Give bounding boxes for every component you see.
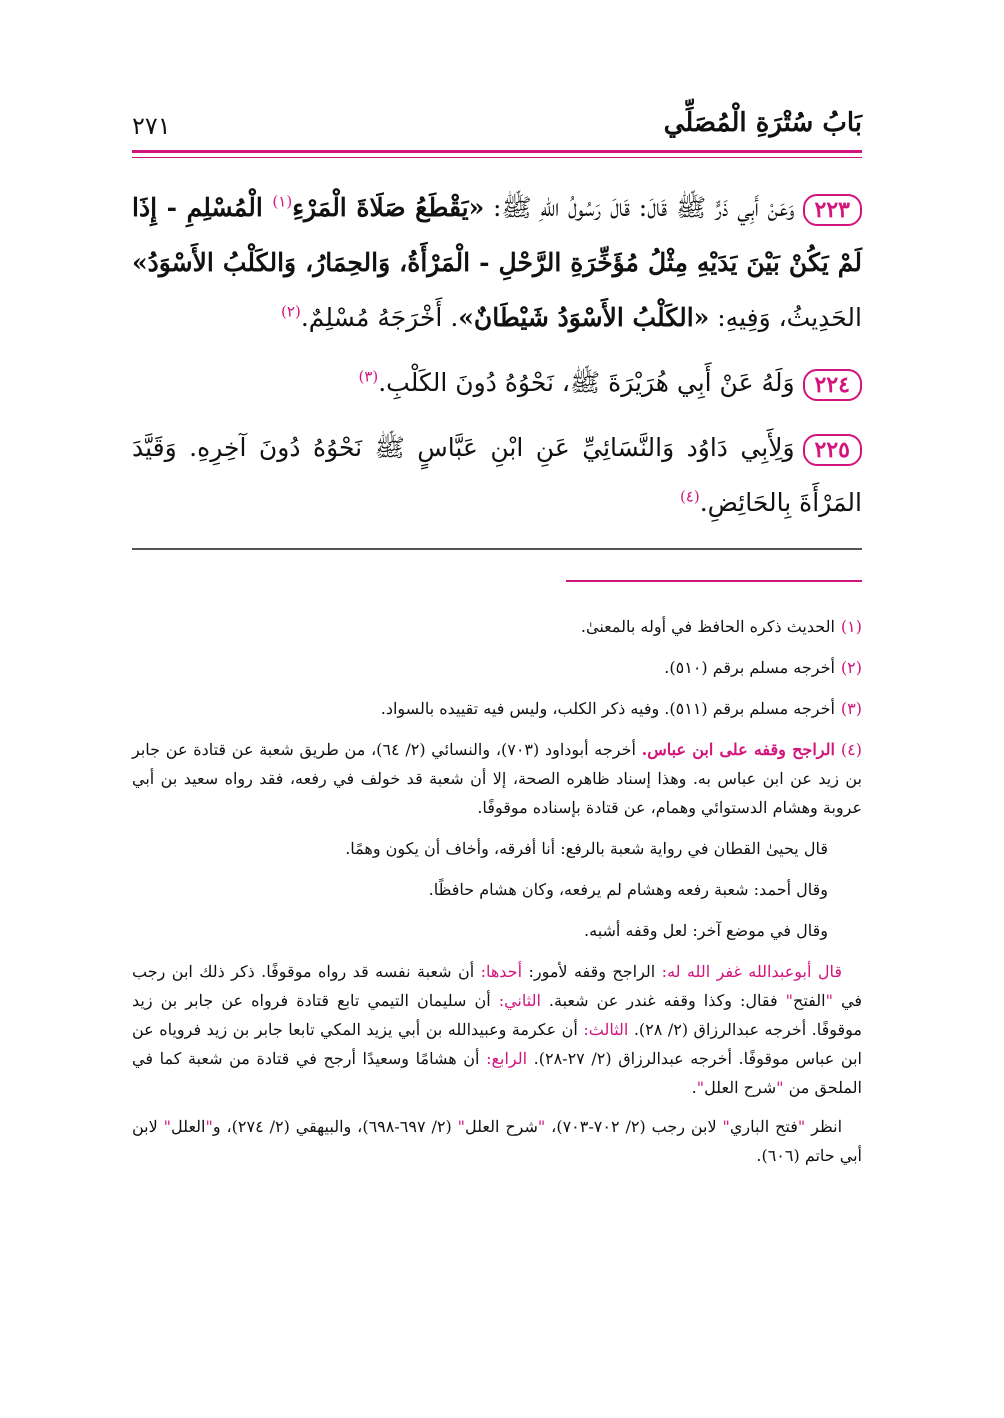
- prophetic-quote: «الكَلْبُ الأَسْوَدُ شَيْطَانٌ»: [458, 303, 710, 332]
- footnote-4: [132, 735, 862, 822]
- footnote-ref[interactable]: (١): [272, 192, 293, 211]
- quote-mark: ": [825, 991, 833, 1010]
- footnote-text: أخرجه أبوداود (٧٠٣)، والنسائي (٢/ ٦٤)، من طريق شعبة عن قتادة عن جابر بن زيد عن ابن عباس به. وهذا إسناد ظاهره الصحة، إلا أن شعبة قد خولف في رفعه، فقد رواه سعيد بن أبي عروبة وهشام الدستوائي وهمام، عن قتادة بإسناده موقوفًا.: [132, 740, 863, 817]
- book-title: العلل: [171, 1117, 206, 1136]
- author-name: قال أبوعبدالله غفر الله له:: [661, 962, 842, 981]
- hadith-223: [132, 180, 862, 345]
- footnote-rule: [566, 580, 862, 582]
- point-label: أحدها:: [480, 962, 523, 981]
- footnote-2: [132, 653, 862, 682]
- quote-mark: ": [457, 1117, 465, 1136]
- header-rule-thin: [132, 157, 862, 158]
- point-label: الثاني:: [498, 991, 541, 1010]
- hadith-text: وَعَنْ أَبِي ذَرٍّ ﷺ قَالَ: قَالَ رَسُولُ اللهِ ﷺ:: [484, 193, 795, 222]
- quote-mark: ": [785, 991, 794, 1010]
- point-label: الثالث:: [583, 1020, 629, 1039]
- footnotes: [132, 612, 862, 1180]
- book-title: الفتح: [793, 991, 826, 1010]
- footnote-ref[interactable]: (٢): [281, 302, 301, 321]
- hadith-224: [132, 355, 862, 410]
- quote-mark: ": [163, 1117, 172, 1136]
- header-rule: [132, 150, 862, 153]
- page-header: [132, 108, 862, 154]
- footnote-number: (١): [840, 617, 862, 636]
- hadith-number-badge: ٢٢٤: [803, 369, 862, 401]
- reference-text: (٢/ ٦٩٧-٦٩٨)، والبيهقي (٢/ ٢٧٤)، و: [212, 1117, 458, 1136]
- prophetic-quote: «يَقْطَعُ صَلَاةَ الْمَرْءِ: [292, 193, 485, 222]
- footnote-number: (٤): [840, 740, 863, 759]
- hadith-225: [132, 420, 862, 530]
- footnote-text: أخرجه مسلم برقم (٥١٠).: [664, 658, 835, 677]
- point-label: الرابع:: [486, 1049, 528, 1068]
- quote-mark: ": [205, 1117, 213, 1136]
- hadith-number-badge: ٢٢٣: [803, 194, 862, 226]
- footnote-ref[interactable]: (٣): [358, 367, 379, 386]
- commentary-text: أن هشامًا وسعيدًا أرجح في قتادة من شعبة كما في الملحق من: [132, 1049, 862, 1097]
- commentary-text: أن عكرمة وعبيدالله بن أبي يزيد المكي تابعا جابر بن زيد فروياه عن ابن عباس موقوفًا. أخرجه عبدالرزاق (٢/ ٢٧-٢٨).: [132, 1020, 862, 1068]
- footnote-verdict: الراجح وقفه على ابن عباس.: [641, 740, 835, 759]
- footnote-number: (٣): [840, 699, 862, 718]
- footnote-3: [132, 694, 862, 723]
- hadith-text: وَلَهُ عَنْ أَبِي هُرَيْرَةَ ﷺ، نَحْوُهُ دُونَ الكَلْبِ.: [378, 368, 795, 397]
- quote-qattan: قال يحيىٰ القطان في رواية شعبة بالرفع: أنا أفرقه، وأخاف أن يكون وهمًا.: [345, 839, 828, 858]
- hadith-number-badge: ٢٢٥: [803, 434, 862, 466]
- prophetic-quote: الْمُسْلِمِ - إِذَا لَمْ يَكُنْ بَيْنَ يَدَيْهِ مِثْلُ مُؤَخِّرَةِ الرَّحْلِ - الْمَرْأَةُ، وَالحِمَارُ، وَالكَلْبُ الأَسْوَدُ»: [132, 193, 862, 277]
- commentary-text: أن شعبة نفسه قد رواه موقوفًا. ذكر ذلك ابن رجب في: [132, 962, 862, 1010]
- footnote-number: (٢): [840, 658, 862, 677]
- quote-mark: ": [776, 1078, 784, 1097]
- hadith-section: [132, 180, 862, 540]
- author-commentary: [132, 957, 862, 1102]
- footnote-text: أخرجه مسلم برقم (٥١١). وفيه ذكر الكلب، وليس فيه تقييده بالسواد.: [380, 699, 835, 718]
- reference-text: انظر: [805, 1117, 843, 1136]
- page-number: ٢٧١: [132, 112, 171, 140]
- section-divider: [132, 548, 862, 550]
- hadith-text: الحَدِيثُ، وَفِيهِ:: [709, 303, 862, 332]
- quote-mark: ": [797, 1117, 806, 1136]
- footnote-1: [132, 612, 862, 641]
- book-title: شرح العلل: [464, 1117, 538, 1136]
- quote-ahmad: وقال أحمد: شعبة رفعه وهشام لم يرفعه، وكان هشام حافظًا.: [428, 880, 828, 899]
- hadith-text: وَلِأَبِي دَاوُد وَالنَّسَائِيِّ عَنِ ابْنِ عَبَّاسٍ ﷺ نَحْوُهُ دُونَ آخِرِهِ. وَقَيَّدَ المَرْأَةَ بِالحَائِضِ.: [132, 433, 862, 517]
- footnote-text: الحديث ذكره الحافظ في أوله بالمعنىٰ.: [580, 617, 835, 636]
- commentary-text: أن سليمان التيمي تابع قتادة فرواه عن جابر بن زيد موقوفًا. أخرجه عبدالرزاق (٢/ ٢٨).: [132, 991, 862, 1039]
- commentary-text: الراجح وقفه لأمور:: [522, 962, 662, 981]
- hadith-text: . أَخْرَجَهُ مُسْلِمٌ.: [300, 303, 459, 332]
- reference-text: لابن رجب (٢/ ٧٠٢-٧٠٣)،: [545, 1117, 723, 1136]
- footnote-ref[interactable]: (٤): [679, 487, 700, 506]
- quote-mark: ": [696, 1078, 705, 1097]
- commentary-text: فقال: وكذا وقفه غندر عن شعبة.: [540, 991, 786, 1010]
- book-title: شرح العلل: [704, 1078, 777, 1097]
- reference-text: لابن أبي حاتم (٦٠٦).: [132, 1117, 862, 1165]
- commentary-text: .: [691, 1078, 697, 1097]
- quote-mark: ": [537, 1117, 546, 1136]
- quote-ahmad-2: وقال في موضع آخر: لعل وقفه أشبه.: [584, 921, 828, 940]
- book-title: فتح الباري: [729, 1117, 798, 1136]
- chapter-title: بَابُ سُتْرَةِ الْمُصَلِّي: [663, 108, 862, 138]
- quote-mark: ": [722, 1117, 730, 1136]
- references: [132, 1112, 862, 1170]
